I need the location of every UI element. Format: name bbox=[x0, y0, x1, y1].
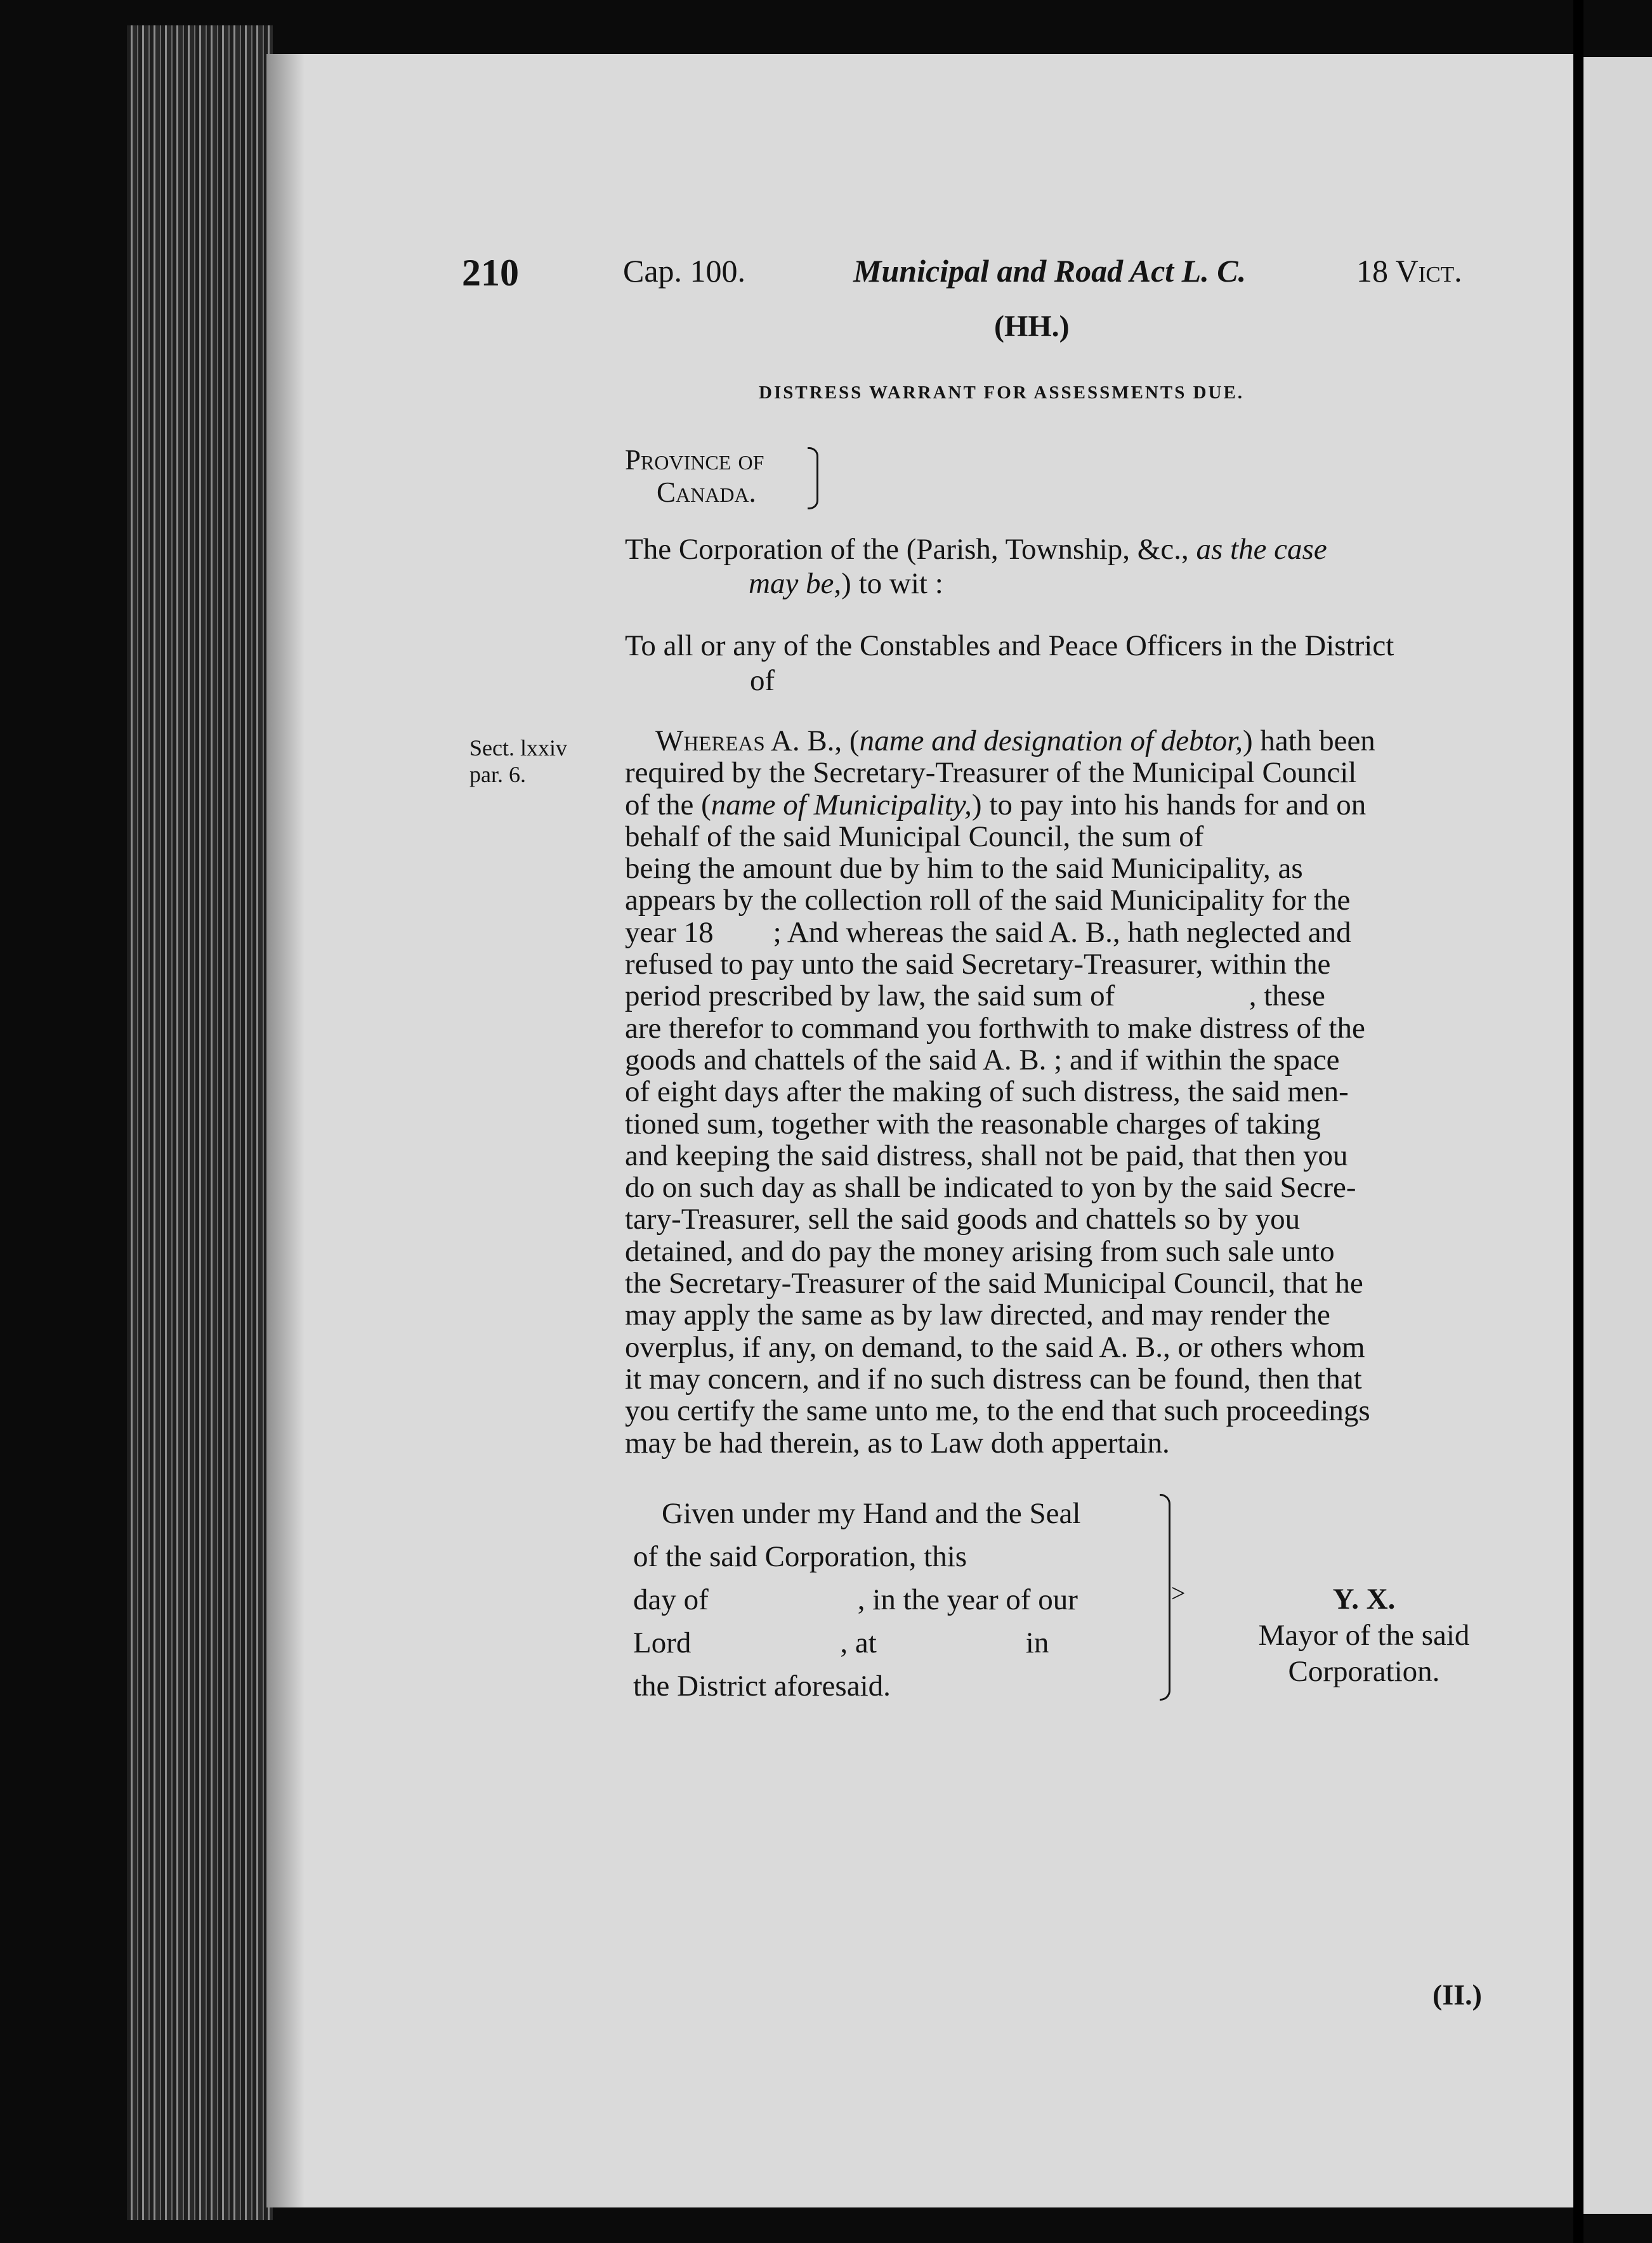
warrant-line: and keeping the said distress, shall not be paid, that then you bbox=[625, 1139, 1348, 1172]
province-line-2: Canada. bbox=[657, 476, 756, 508]
attestation-line: the District aforesaid. bbox=[633, 1670, 891, 1703]
warrant-line: refused to pay unto the said Secretary-Treasurer, within the bbox=[625, 948, 1331, 981]
warrant-line: behalf of the said Municipal Council, the sum of bbox=[625, 820, 1204, 853]
signatory-name: Y. X. bbox=[1332, 1583, 1396, 1616]
warrant-line: goods and chattels of the said A. B. ; and if within the space bbox=[625, 1043, 1340, 1076]
signatory-title-1: Mayor of the said bbox=[1258, 1619, 1470, 1652]
corporation-line-1: The Corporation of the (Parish, Township, &c., as the case bbox=[625, 533, 1327, 566]
book-gutter bbox=[1573, 0, 1583, 2243]
warrant-line: of eight days after the making of such distress, the said men- bbox=[625, 1075, 1349, 1109]
attestation-line: of the said Corporation, this bbox=[633, 1540, 967, 1573]
warrant-line: overplus, if any, on demand, to the said A. B., or others whom bbox=[625, 1330, 1365, 1364]
attestation-line: Lord , at in bbox=[633, 1626, 1049, 1659]
form-title: DISTRESS WARRANT FOR ASSESSMENTS DUE. bbox=[759, 383, 1245, 403]
warrant-line: tioned sum, together with the reasonable charges of taking bbox=[625, 1107, 1321, 1141]
province-heading bbox=[625, 444, 764, 509]
warrant-line: you certify the same unto me, to the end that such proceedings bbox=[625, 1394, 1370, 1428]
attestation-line: Given under my Hand and the Seal bbox=[662, 1497, 1081, 1530]
chapter-number: Cap. 100. bbox=[623, 253, 746, 289]
warrant-line: do on such day as shall be indicated to yon by the said Secre- bbox=[625, 1171, 1356, 1205]
attestation-brace-point: > bbox=[1171, 1579, 1186, 1607]
page-number: 210 bbox=[462, 252, 519, 294]
address-line-1: To all or any of the Constables and Peace Officers in the District bbox=[625, 629, 1394, 662]
warrant-line-2: required by the Secretary-Treasurer of the Municipal Council bbox=[625, 756, 1357, 790]
warrant-line: year 18 ; And whereas the said A. B., hath neglected and bbox=[625, 915, 1351, 949]
page-shadow bbox=[266, 54, 305, 2207]
warrant-line: appears by the collection roll of the said Municipality for the bbox=[625, 884, 1351, 917]
warrant-line: tary-Treasurer, sell the said goods and chattels so by you bbox=[625, 1203, 1301, 1236]
signatory-title-2: Corporation. bbox=[1288, 1655, 1440, 1688]
adjacent-page bbox=[1583, 57, 1652, 2214]
corporation-line-2: may be,) to wit : bbox=[749, 567, 943, 600]
province-line-1: Province of bbox=[625, 444, 764, 476]
warrant-line-3: of the (name of Municipality,) to pay into his hands for and on bbox=[625, 788, 1367, 821]
margin-note: Sect. lxxiv par. 6. bbox=[469, 735, 567, 787]
book-page-edges bbox=[127, 25, 273, 2220]
regnal-year: 18 Vict. bbox=[1356, 253, 1462, 289]
warrant-line-1: Whereas A. B., (name and designation of debtor,) hath been bbox=[655, 724, 1375, 757]
attestation bbox=[633, 1492, 1080, 1708]
attestation-line: day of , in the year of our bbox=[633, 1583, 1078, 1616]
warrant-line: the Secretary-Treasurer of the said Municipal Council, that he bbox=[625, 1267, 1363, 1300]
warrant-line: it may concern, and if no such distress can be found, then that bbox=[625, 1362, 1362, 1396]
warrant-line: being the amount due by him to the said Municipality, as bbox=[625, 852, 1303, 886]
running-title: Municipal and Road Act L. C. bbox=[853, 253, 1247, 289]
warrant-line: detained, and do pay the money arising from such sale unto bbox=[625, 1234, 1335, 1268]
next-form-label: (II.) bbox=[1432, 1978, 1482, 2011]
signature-block bbox=[1243, 1581, 1485, 1690]
warrant-line: period prescribed by law, the said sum of , these bbox=[625, 979, 1325, 1013]
attestation-brace bbox=[1160, 1494, 1170, 1701]
warrant-line: are therefor to command you forthwith to make distress of the bbox=[625, 1011, 1365, 1045]
address-line-2: of bbox=[750, 664, 775, 697]
warrant-line: may be had therein, as to Law doth appertain. bbox=[625, 1426, 1170, 1460]
form-label: (HH.) bbox=[994, 310, 1070, 343]
province-brace bbox=[808, 447, 818, 509]
warrant-line: may apply the same as by law directed, and may render the bbox=[625, 1298, 1330, 1332]
warrant-body bbox=[625, 725, 1475, 1459]
